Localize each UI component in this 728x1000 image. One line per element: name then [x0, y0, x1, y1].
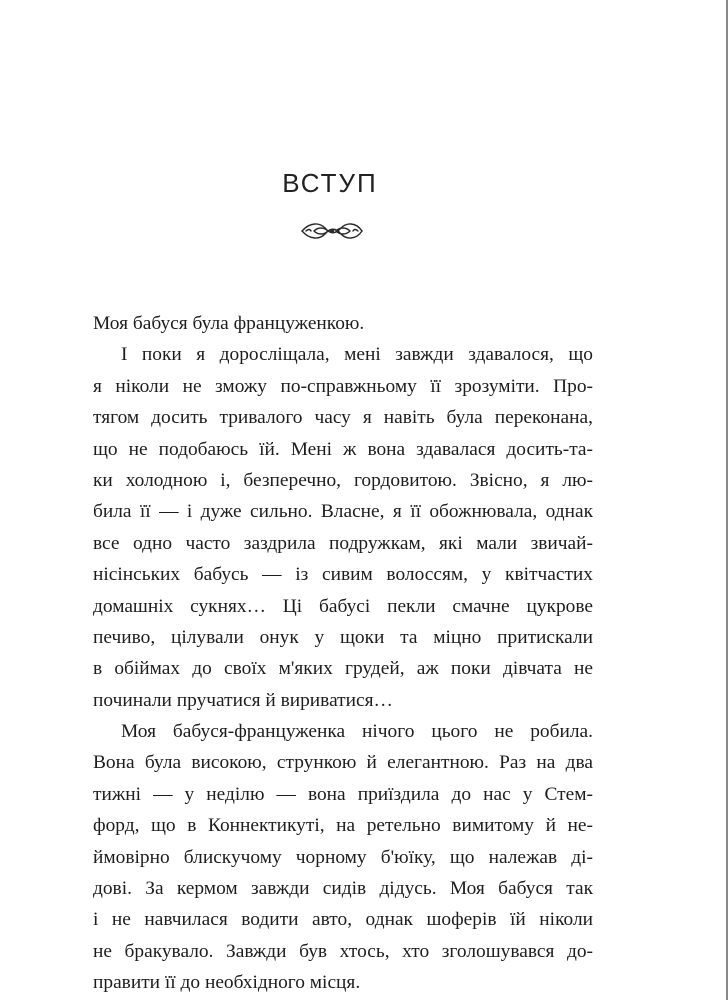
text-line: форд, що в Коннектикуті, на ретельно вимитому й не-	[93, 815, 593, 837]
text-line: починали пручатися й вириватися…	[93, 689, 393, 711]
chapter-body-text	[93, 308, 593, 999]
text-line: я ніколи не зможу по-справжньому її зрозуміти. Про-	[93, 375, 593, 397]
text-line: била її — і дуже сильно. Власне, я її обожнювала, однак	[93, 501, 593, 523]
text-line: Моя бабуся-француженка нічого цього не робила.	[121, 721, 593, 743]
text-line: правити її до необхідного місця.	[93, 972, 361, 994]
text-line: домашніх сукнях… Ці бабусі пекли смачне цукрове	[93, 595, 593, 617]
text-line: все одно часто заздрила подружкам, які мали звичай-	[93, 532, 593, 554]
text-line: ймовірно блискучому чорному б'юїку, що належав ді-	[93, 846, 593, 868]
text-line: печиво, цілували онук у щоки та міцно притискали	[93, 626, 593, 648]
text-line: ки холодною і, безперечно, гордовитою. Звісно, я лю-	[93, 469, 593, 491]
text-line: тижні — у неділю — вона приїздила до нас у Стем-	[93, 783, 593, 805]
text-line: що не подобаюсь їй. Мені ж вона здавалася досить-та-	[93, 438, 593, 460]
text-line: Вона була високою, стрункою й елегантною. Раз на два	[93, 752, 593, 774]
text-line: І поки я доросліщала, мені завжди здавалося, що	[121, 344, 593, 366]
text-line: і не навчилася водити авто, однак шоферів їй ніколи	[93, 909, 593, 931]
text-line: дові. За кермом завжди сидів дідусь. Моя бабуся так	[93, 878, 593, 900]
flourish-ornament-icon	[300, 218, 364, 244]
text-line: Моя бабуся була француженкою.	[93, 313, 365, 334]
text-line: нісінських бабусь — із сивим волоссям, у квітчастих	[93, 564, 593, 586]
text-line: тягом досить тривалого часу я навіть була переконана,	[93, 407, 593, 429]
chapter-title: ВСТУП	[282, 168, 378, 198]
text-line: не бракувало. Завжди був хтось, хто зголошувався до-	[93, 940, 593, 962]
text-line: в обіймах до своїх м'яких грудей, аж поки дівчата не	[93, 658, 593, 680]
